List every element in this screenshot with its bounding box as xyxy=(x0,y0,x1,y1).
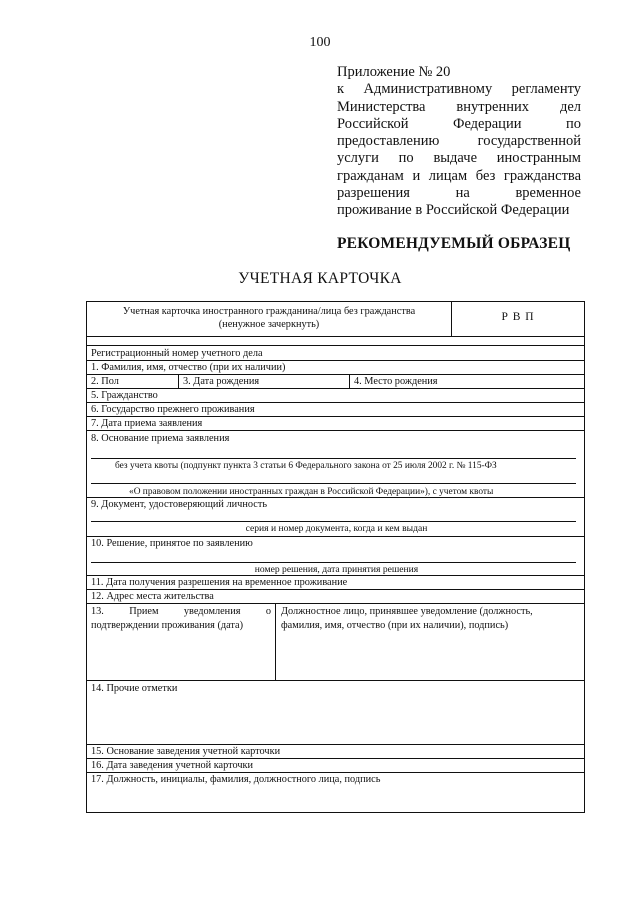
appendix-line: гражданам и лицам без гражданства xyxy=(337,167,581,184)
field-12-residence-address: 12. Адрес места жительства xyxy=(91,591,214,602)
registration-card-form xyxy=(86,301,585,813)
cell-divider xyxy=(349,374,350,388)
card-header-title: Учетная карточка иностранного гражданина/лица без гражданства xyxy=(122,306,416,317)
appendix-line: Приложение № 20 xyxy=(337,64,451,80)
appendix-line: Российской Федерации по xyxy=(337,115,581,132)
field-13-notice-date-cont: подтверждении проживания (дата) xyxy=(91,620,244,631)
row-line xyxy=(87,430,584,431)
appendix-line: к Административному регламенту xyxy=(337,81,581,98)
card-title: УЧЕТНАЯ КАРТОЧКА xyxy=(238,270,402,287)
field-5-citizenship: 5. Гражданство xyxy=(91,390,158,401)
field-8-application-basis: 8. Основание приема заявления xyxy=(91,433,230,444)
permit-type-code: Р В П xyxy=(501,311,535,323)
page-number: 100 xyxy=(309,35,331,50)
field-11-permit-received-date: 11. Дата получения разрешения на временное проживание xyxy=(91,577,348,588)
row-line xyxy=(87,345,584,346)
fill-line xyxy=(91,458,576,459)
row-line xyxy=(87,374,584,375)
cell-divider xyxy=(275,603,276,680)
field-17-official-signature: 17. Должность, инициалы, фамилия, должностного лица, подпись xyxy=(91,774,381,785)
appendix-reference xyxy=(337,64,581,220)
field-8-option-no-quota: без учета квоты (подпункт пункта 3 статьи 6 Федерального закона от 25 июля 2002 г. № 115-ФЗ xyxy=(115,461,497,471)
cell-divider xyxy=(178,374,179,388)
field-reg-number: Регистрационный номер учетного дела xyxy=(91,348,263,359)
field-10-hint: номер решения, дата принятия решения xyxy=(254,564,419,575)
row-line xyxy=(87,388,584,389)
row-line xyxy=(87,603,584,604)
sample-title: РЕКОМЕНДУЕМЫЙ ОБРАЗЕЦ xyxy=(337,235,571,252)
field-3-birth-date: 3. Дата рождения xyxy=(183,376,260,387)
field-15-card-basis: 15. Основание заведения учетной карточки xyxy=(91,746,281,757)
field-13-official-cont: фамилия, имя, отчество (при их наличии), подпись) xyxy=(281,620,509,631)
row-line xyxy=(87,680,584,681)
field-7-application-date: 7. Дата приема заявления xyxy=(91,418,203,429)
field-13-official: Должностное лицо, принявшее уведомление (должность, xyxy=(281,606,533,617)
field-4-birth-place: 4. Место рождения xyxy=(354,376,438,387)
appendix-line: услуги по выдаче иностранным xyxy=(337,150,581,167)
appendix-line: Министерства внутренних дел xyxy=(337,98,581,115)
field-1-full-name: 1. Фамилия, имя, отчество (при их наличии) xyxy=(91,362,286,373)
fill-line xyxy=(91,483,576,484)
field-16-card-date: 16. Дата заведения учетной карточки xyxy=(91,760,254,771)
card-header-note: (ненужное зачеркнуть) xyxy=(218,319,320,330)
appendix-line: разрешения на временное xyxy=(337,185,581,202)
field-8-option-quota: «О правовом положении иностранных граждан в Российской Федерации»), с учетом квоты xyxy=(129,487,494,497)
appendix-line: предоставлению государственной xyxy=(337,133,581,150)
field-13-notice-date: 13. Прием уведомления о xyxy=(91,606,271,617)
field-9-identity-document: 9. Документ, удостоверяющий личность xyxy=(91,499,268,510)
field-14-other-notes: 14. Прочие отметки xyxy=(91,683,178,694)
row-line xyxy=(87,336,584,337)
field-9-hint: серия и номер документа, когда и кем выдан xyxy=(245,523,428,534)
field-6-previous-country: 6. Государство прежнего проживания xyxy=(91,404,255,415)
appendix-line: проживание в Российской Федерации xyxy=(337,202,570,219)
field-10-decision: 10. Решение, принятое по заявлению xyxy=(91,538,253,549)
field-2-sex: 2. Пол xyxy=(91,376,119,387)
